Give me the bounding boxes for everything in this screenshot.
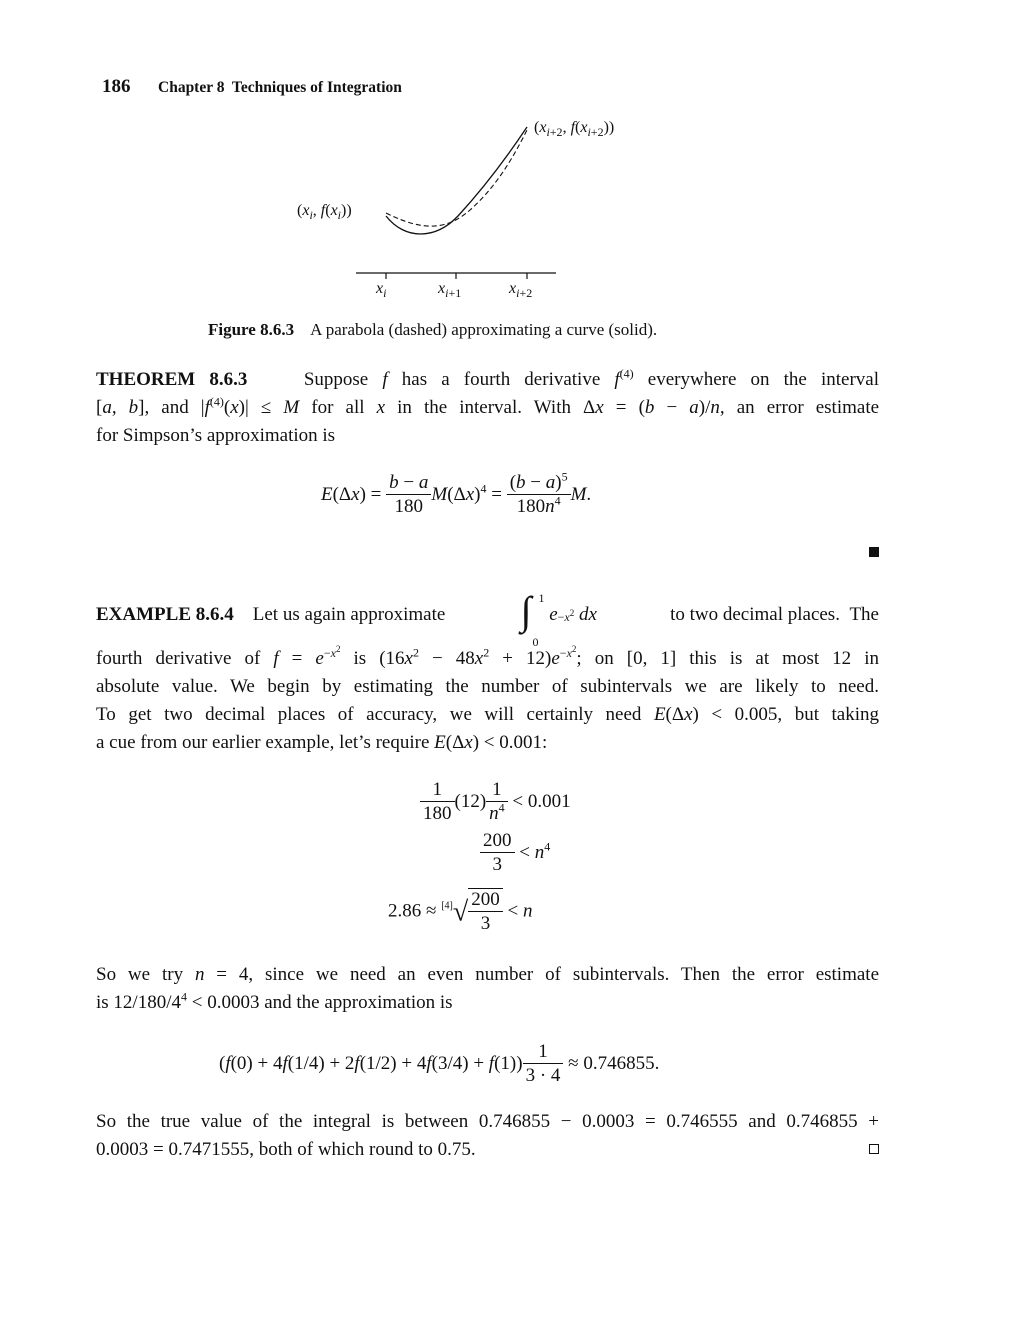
running-title: Chapter 8 Techniques of Integration — [158, 79, 402, 96]
paragraph-try-n4: So we try n = 4, since we need an even number of subintervals. Then the error estimate is $12/180/4^4 < 0.0003$ and the approximation is — [96, 964, 879, 1013]
inequality-3: 2.86 ≈ [4]√ $\frac{200}{3}$ < n — [388, 889, 533, 934]
example-first-line: EXAMPLE 8.6.4 Let us again approximate ∫ 1 0 e $-x^2$ dx to two decimal places. The — [96, 588, 879, 649]
tick-label-xi: $x_i$ — [376, 280, 387, 301]
end-of-example-hollow-square — [869, 1144, 879, 1154]
theorem-formula: E(Δx) = $\frac{b - a}{180}$ $M(\Delta x)^4$ = $\frac{(b - a)^5}{180n^4}$ M. — [321, 469, 592, 517]
inequality-1: $\frac{1}{180}$ (12) $\frac{1}{n^4}$ < 0.001 — [420, 779, 571, 826]
tick-label-xi1: $x_{i+1}$ — [438, 280, 462, 301]
approximation-formula: (f(0) + 4f(1/4) + 2f(1/2) + 4f(3/4) + f(1)) $\frac{1}{3 \cdot 4}$ ≈ 0.746855. — [219, 1041, 660, 1086]
theorem-block: THEOREM 8.6.3 Suppose f has a fourth derivative $f^{(4)}$ everywhere on the interval [a, b], and $|f^{(4)}(x)| \le M$ for all x in the interval. With Δx = (b − a)/n, an error estimate for Simpson’s approximation is — [96, 366, 880, 446]
paragraph-conclusion: So the true value of the integral is between 0.746855 − 0.0003 = 0.746555 and 0.746855 + 0.0003 = 0.7471555, both of which round to 0.75. — [96, 1111, 879, 1160]
example-label: EXAMPLE 8.6.4 — [96, 604, 234, 625]
integral-expression: ∫ 1 0 e $-x^2$ dx — [520, 588, 597, 649]
figure-caption: Figure 8.6.3 A parabola (dashed) approximating a curve (solid). — [208, 320, 658, 339]
page-number: 186 — [102, 76, 131, 97]
solid-curve — [386, 127, 527, 234]
theorem-label: THEOREM 8.6.3 — [96, 369, 248, 390]
tick-label-xi2: $x_{i+2}$ — [509, 280, 533, 301]
dashed-parabola — [386, 130, 527, 226]
label-end-point: ($x_{i+2}$, $f(x_{i+2})$) — [534, 119, 615, 140]
end-of-proof-filled-square — [869, 547, 879, 557]
label-start-point: ($x_i$, $f(x_i)$) — [297, 202, 352, 223]
inequality-2: $\frac{200}{3}$ < $n^4$ — [480, 830, 550, 877]
example-body: fourth derivative of $f = e^{-x^2}$ is $(16x^2 - 48x^2 + 12)e^{-x^2}$; on [0, 1] this is at most 12 in absolute value. We begin by estimating the number of subintervals we are likely to need. To get two decimal places of accuracy, we will certainly need E(Δx) < 0.005, but taking a cue from our earlier example, let’s require E(Δx) < 0.001: — [96, 643, 880, 753]
